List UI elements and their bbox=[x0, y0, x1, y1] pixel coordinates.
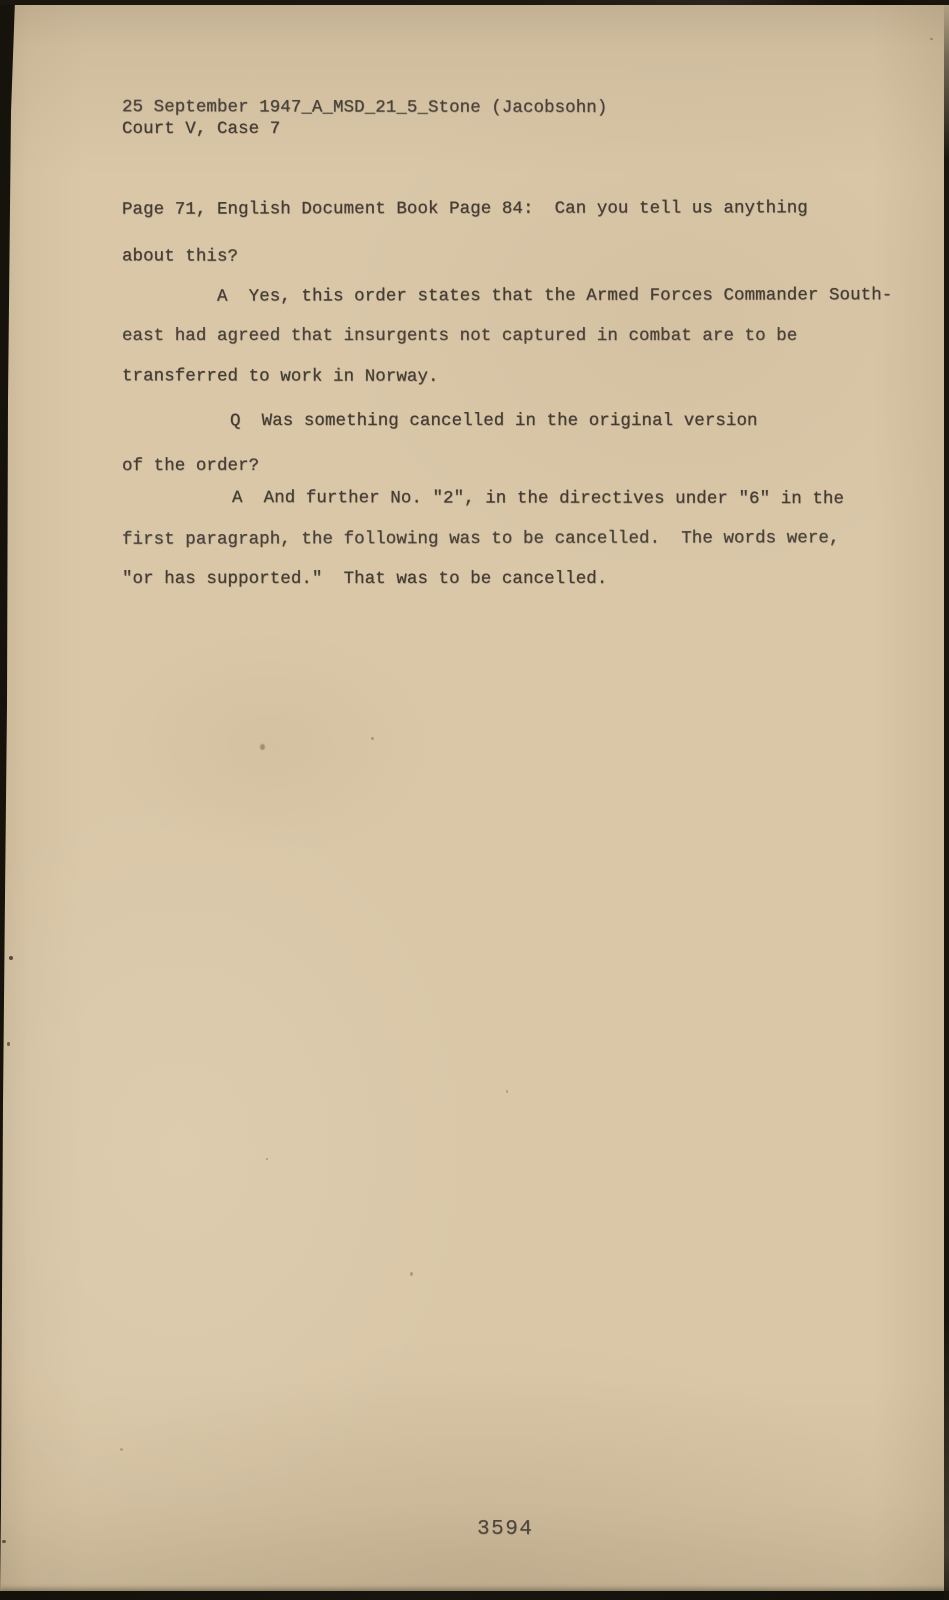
paper-speck bbox=[2, 1540, 6, 1543]
paper-speck bbox=[260, 744, 265, 750]
paper-speck bbox=[9, 956, 13, 960]
paper-speck bbox=[930, 38, 933, 40]
transcript-line: first paragraph, the following was to be cancelled. The words were, bbox=[121, 528, 840, 550]
paper-speck bbox=[266, 1158, 268, 1160]
transcript-line: "or has supported." That was to be cancelled. bbox=[122, 569, 608, 589]
header-line-2: Court V, Case 7 bbox=[122, 119, 281, 139]
paper-speck bbox=[7, 1042, 10, 1046]
scan-edge-right bbox=[944, 0, 949, 1600]
transcript-line: east had agreed that insurgents not captured in combat are to be bbox=[122, 326, 798, 346]
paper-speck bbox=[410, 1272, 413, 1276]
paper-speck bbox=[120, 1448, 123, 1451]
paper-speck bbox=[371, 737, 374, 740]
transcript-line: transferred to work in Norway. bbox=[121, 366, 439, 387]
transcript-line: Page 71, English Document Book Page 84: Can you tell us anything bbox=[121, 198, 808, 220]
scan-edge-bottom bbox=[0, 1591, 949, 1600]
paper-speck bbox=[506, 1090, 508, 1093]
header-line-1: 25 September 1947_A_MSD_21_5_Stone (Jacobsohn) bbox=[121, 97, 608, 119]
transcript-line: Q Was something cancelled in the original version bbox=[230, 411, 758, 431]
transcript-line: of the order? bbox=[121, 455, 260, 477]
scan-edge-left bbox=[0, 0, 16, 1600]
transcript-line: A And further No. "2", in the directives under "6" in the bbox=[231, 488, 845, 510]
transcript-line: A Yes, this order states that the Armed Forces Commander South- bbox=[216, 285, 893, 307]
scan-edge-top bbox=[0, 0, 949, 5]
transcript-line: about this? bbox=[121, 246, 239, 267]
page-number: 3594 bbox=[476, 1517, 534, 1542]
